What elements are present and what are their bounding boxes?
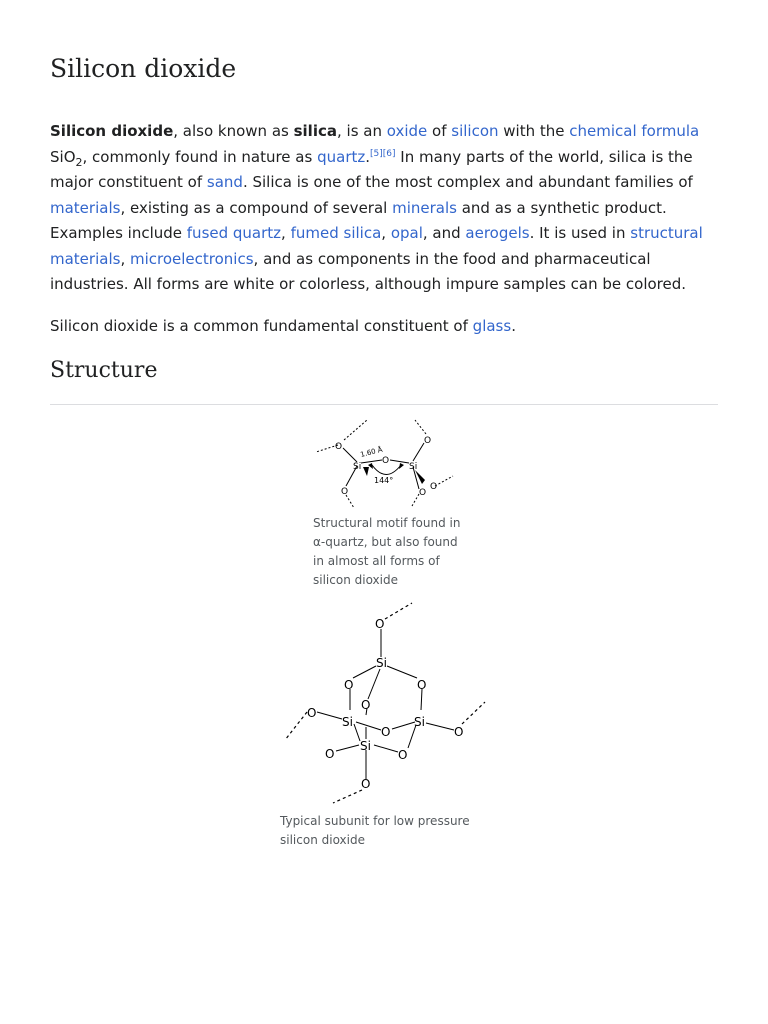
text-run: . bbox=[511, 317, 516, 335]
link-opal[interactable]: opal bbox=[390, 224, 423, 242]
o-atom-label: O bbox=[344, 678, 354, 692]
o-atom-label: O bbox=[382, 456, 390, 466]
text-run: , is an bbox=[336, 122, 387, 140]
text-run: with the bbox=[498, 122, 570, 140]
o-atom-label: O bbox=[307, 706, 317, 720]
quartz-motif-diagram[interactable] bbox=[312, 414, 462, 509]
page-title: Silicon dioxide bbox=[50, 54, 237, 83]
o-atom-label: O bbox=[381, 725, 391, 739]
text-run: , existing as a compound of several bbox=[120, 198, 393, 217]
si-atom-label: Si bbox=[409, 462, 418, 472]
link-quartz[interactable]: quartz bbox=[317, 147, 366, 166]
reference-5-link[interactable]: [5] bbox=[370, 148, 383, 159]
si-atom-label: Si bbox=[376, 656, 387, 670]
link-glass[interactable]: glass bbox=[472, 317, 512, 335]
link-aerogels[interactable]: aerogels bbox=[465, 224, 530, 242]
link-materials[interactable]: materials bbox=[50, 198, 121, 217]
o-atom-label: O bbox=[424, 436, 432, 446]
si-atom-label: Si bbox=[353, 462, 362, 472]
link-chemical-formula[interactable]: chemical formula bbox=[569, 122, 700, 140]
o-atom-label: O bbox=[335, 442, 343, 452]
o-atom-label: O bbox=[341, 487, 349, 497]
o-atom-label: O bbox=[375, 617, 385, 631]
bold-alias: silica bbox=[293, 122, 337, 140]
text-run: , bbox=[381, 224, 391, 242]
section-heading-structure: Structure bbox=[50, 358, 158, 383]
o-atom-label: O bbox=[417, 678, 427, 692]
o-atom-label: O bbox=[430, 482, 438, 492]
text-run: Silicon dioxide is a common fundamental constituent of bbox=[50, 317, 473, 335]
text-run: , and as components in the food and pharmaceutical industries. All forms are white or colorless, although impure samples can be colored. bbox=[50, 249, 687, 293]
formula-text: SiO bbox=[50, 147, 76, 166]
text-run: . It is used in bbox=[529, 224, 631, 242]
link-silicon[interactable]: silicon bbox=[451, 122, 499, 140]
link-structural-materials[interactable]: structural materials bbox=[50, 224, 703, 268]
o-atom-label: O bbox=[398, 748, 408, 762]
reference-6[interactable] bbox=[383, 149, 396, 159]
text-run: of bbox=[427, 122, 452, 140]
o-atom-label: O bbox=[361, 777, 371, 791]
link-fused-quartz[interactable]: fused quartz bbox=[186, 224, 282, 242]
bond-length-label: 1.60 Å bbox=[359, 445, 384, 459]
text-run: . bbox=[365, 147, 371, 166]
text-run: , bbox=[120, 249, 130, 268]
figure1-caption: Structural motif found in α-quartz, but also found in almost all forms of silicon dioxide bbox=[313, 516, 461, 587]
text-run: In many parts of the world, silica is the major constituent of bbox=[50, 147, 693, 191]
intro-paragraph bbox=[50, 119, 720, 298]
link-sand[interactable]: sand bbox=[206, 173, 243, 191]
reference-5[interactable] bbox=[370, 149, 383, 159]
bond-angle-label: 144° bbox=[374, 476, 394, 485]
link-oxide[interactable]: oxide bbox=[386, 122, 428, 140]
link-fumed-silica[interactable]: fumed silica bbox=[290, 224, 382, 242]
text-run: . Silica is one of the most complex and abundant families of bbox=[242, 173, 693, 191]
figure2-caption: Typical subunit for low pressure silicon dioxide bbox=[280, 814, 470, 847]
text-run: , and bbox=[422, 224, 466, 242]
bold-term: Silicon dioxide bbox=[50, 122, 174, 140]
si-atom-label: Si bbox=[342, 715, 353, 729]
text-run: , bbox=[281, 224, 291, 242]
section-divider bbox=[50, 404, 718, 405]
formula-subscript: 2 bbox=[75, 155, 83, 169]
reference-6-link[interactable]: [6] bbox=[382, 148, 396, 159]
link-minerals[interactable]: minerals bbox=[392, 198, 457, 217]
si-atom-label: Si bbox=[360, 739, 371, 753]
text-run: and as a synthetic product. Examples include bbox=[50, 198, 667, 242]
text-run: , also known as bbox=[173, 122, 294, 140]
o-atom-label: O bbox=[325, 747, 335, 761]
o-atom-label: O bbox=[419, 488, 427, 498]
glass-paragraph bbox=[50, 314, 720, 340]
link-microelectronics[interactable]: microelectronics bbox=[129, 249, 254, 268]
text-run: , commonly found in nature as bbox=[82, 147, 318, 166]
o-atom-label: O bbox=[361, 698, 371, 712]
si-atom-label: Si bbox=[414, 715, 425, 729]
o-atom-label: O bbox=[454, 725, 464, 739]
silica-subunit-diagram[interactable] bbox=[280, 598, 490, 808]
